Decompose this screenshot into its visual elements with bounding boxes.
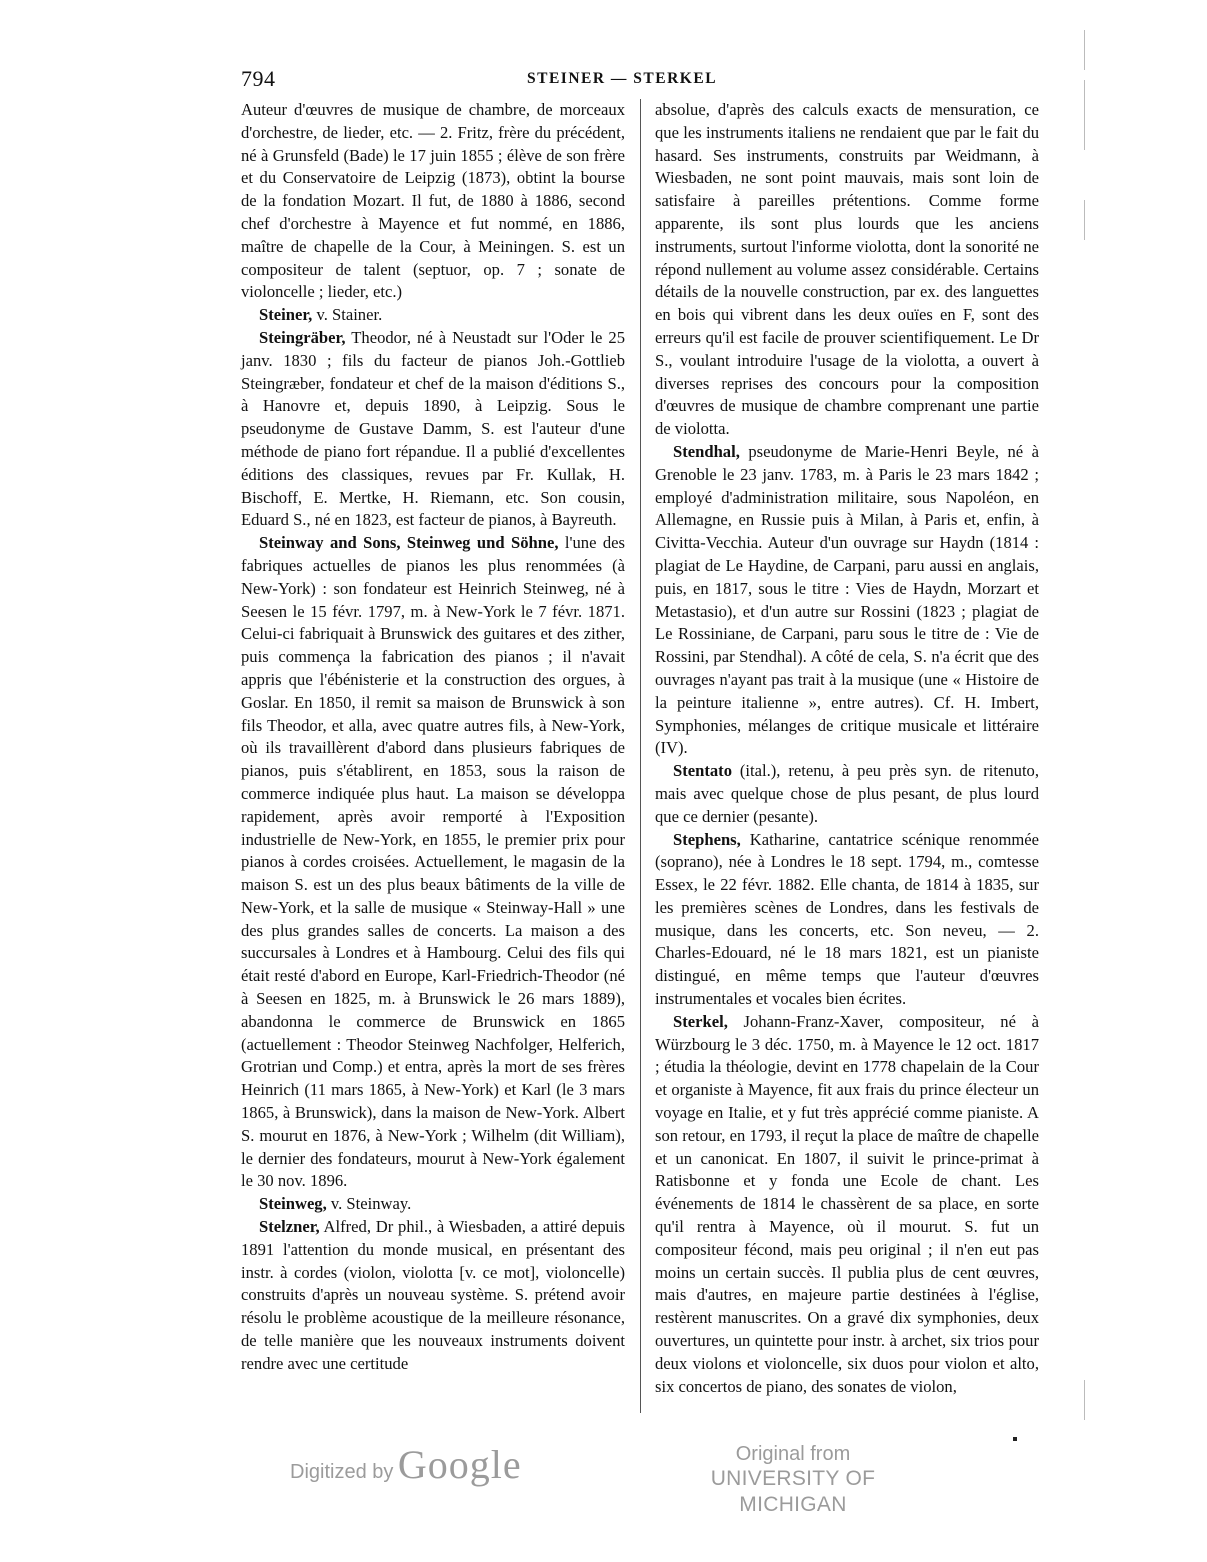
- entry-text: v. Steinway.: [326, 1194, 412, 1214]
- dictionary-entry: [655, 99, 1039, 441]
- university-text: UNIVERSITY OF MICHIGAN: [710, 1467, 876, 1516]
- entry-headword: Steinweg,: [259, 1194, 327, 1214]
- dictionary-entry: [655, 760, 1039, 828]
- dictionary-entry: [241, 532, 625, 1193]
- entry-headword: Steingräber,: [259, 327, 346, 347]
- digitized-by-text: Digitized by: [290, 1461, 394, 1483]
- entry-text: Katharine, cantatrice scénique renommée (soprano), née à Londres le 18 sept. 1794, m., comtesse Essex, le 22 févr. 1882. Elle chanta, de 1814 à 1835, sur les premières scènes de Londres, dans les festivals de musique, dans les concerts, etc. Son neveu, — 2. Charles-Edouard, né le 18 mars 1821, est un pianiste distingué, en même temps que l'auteur d'œuvres instrumentales et vocales bien écrites.: [655, 829, 1039, 1009]
- scan-edge-mark: [1084, 30, 1085, 70]
- entry-headword: Stentato: [673, 761, 732, 781]
- right-column: [655, 99, 1039, 1398]
- digitized-watermark: [290, 1441, 522, 1488]
- dictionary-entry: [241, 327, 625, 532]
- entry-text: v. Stainer.: [312, 305, 383, 325]
- dictionary-entry: [655, 441, 1039, 760]
- entry-text: Alfred, Dr phil., à Wiesbaden, a attiré depuis 1891 l'attention du monde musical, en présentant des instr. à cordes (violon, violotta [v. ce mot], violoncelle) construits d'après un nouveau système. S. prétend avoir résolu le problème acoustique de la meilleure résonance, de telle manière que les nouveaux instruments doivent rendre avec une certitude: [241, 1217, 625, 1373]
- entry-headword: Steiner,: [259, 305, 313, 325]
- entry-text: Johann-Franz-Xaver, compositeur, né à Würzbourg le 3 déc. 1750, m. à Mayence le 12 oct. 1817 ; étudia la théologie, devint en 1778 chapelain de la Cour et organiste à Mayence, fit aux frais du prince électeur un voyage en Italie, et y fut très apprécié comme pianiste. A son retour, en 1793, il reçut la place de maître de chapelle et un canonicat. En 1807, il suivit le prince-primat à Ratisbonne et y fonda une Ecole de chant. Les événements de 1814 le chassèrent de sa place, en sorte qu'il rentra à Mayence, où il mourut. S. fut un compositeur fécond, mais peu original ; il n'en eut pas moins un certain succès. Il publia plus de cent œuvres, mais d'autres, en majeure partie destinées à l'église, restèrent manuscrites. On a gravé dix symphonies, deux ouvertures, un quintette pour instr. à archet, six trios pour deux violons et violoncelle, six duos pour violon et alto, six concertos de piano, des sonates de violon,: [655, 1011, 1039, 1396]
- column-divider: [640, 99, 641, 1413]
- page-number: 794: [241, 66, 276, 91]
- scan-speck: [1013, 1437, 1017, 1441]
- dictionary-entry: [655, 1011, 1039, 1399]
- entry-text: Theodor, né à Neustadt sur l'Oder le 25 janv. 1830 ; fils du facteur de pianos Joh.-Gottlieb Steingræber, fondateur et chef de la maison d'éditions S., à Hanovre et, depuis 1890, à Leipzig. Sous le pseudonyme de Gustave Damm, S. est l'auteur d'une méthode de piano fort répandue. Il a publié d'excellentes éditions des classiques, revues par Fr. Kullak, H. Bischoff, E. Mertke, H. Riemann, etc. Son cousin, Eduard S., né en 1823, est facteur de pianos, à Bayreuth.: [241, 327, 625, 530]
- entry-headword: Steinway and Sons, Steinweg und Söhne,: [259, 533, 559, 553]
- scan-edge-mark: [1084, 1380, 1085, 1420]
- dictionary-entry: [241, 1216, 625, 1376]
- entry-text: l'une des fabriques actuelles de pianos les plus renommées (à New-York) : son fondateur est Heinrich Steinweg, né à Seesen le 15 févr. 1797, m. à New-York le 7 févr. 1871. Celui-ci fabriquait à Brunswick des guitares et des zither, puis commença la fabrication des pianos ; il n'avait appris que l'ébénisterie et la construction des orgues, à Goslar. En 1850, il remit sa maison de Brunswick à son fils Theodor, et alla, avec quatre autres fils, à New-York, où ils travaillèrent d'abord dans plusieurs fabriques de pianos, puis s'établirent, en 1853, sous la raison de commerce indiquée plus haut. La maison se développa rapidement, après avoir remporté à l'Exposition industrielle de New-York, en 1855, le premier prix pour pianos à cordes croisées. Actuellement, le magasin de la maison S. est un des plus beaux bâtiments de la ville de New-York, et la salle de musique « Steinway-Hall » une des plus grandes salles de concerts. La maison a des succursales à Londres et à Hambourg. Celui des fils qui était resté d'abord en Europe, Karl-Friedrich-Theodor (né à Seesen en 1825, m. à Brunswick le 26 mars 1889), abandonna le commerce de Brunswick en 1865 (actuellement : Theodor Steinweg Nachfolger, Helferich, Grotrian und Comp.) et entra, après la mort de ses frères Heinrich (11 mars 1865, à New-York) et Karl (le 3 mars 1865, à Brunswick), dans la maison de New-York. Albert S. mourut en 1876, à New-York ; Wilhelm (dit William), le dernier des fondateurs, mourut à New-York également le 30 nov. 1896.: [241, 533, 625, 1191]
- left-column: [241, 99, 625, 1376]
- dictionary-entry: [655, 829, 1039, 1011]
- scan-edge-mark: [1084, 200, 1085, 240]
- entry-text: absolue, d'après des calculs exacts de mensuration, ce que les instruments italiens ne rendaient que par le fait du hasard. Ses instruments, construits par Weidmann, à Wiesbaden, ne sont point mauvais, mais sont loin de satisfaire à pareilles prétentions. Comme forme apparente, ils sont plus lourds que les anciens instruments, surtout l'informe violotta, dont la sonorité ne répond nullement au volume assez considérable. Certains détails de la nouvelle construction, par ex. des languettes en bois qui vibrent dans les deux ouïes en F, sont des erreurs qu'il est facile de prouver scientifiquement. Le Dr S., voulant introduire l'usage de la violotta, a ouvert à diverses reprises des concours pour la composition d'œuvres de musique de chambre comprenant une partie de violotta.: [655, 100, 1039, 439]
- entry-text: Auteur d'œuvres de musique de chambre, de morceaux d'orchestre, de lieder, etc. — 2. Fritz, frère du précédent, né à Grunsfeld (Bade) le 17 juin 1855 ; élève de son frère et du Conservatoire de Leipzig (1873), obtint la bourse de la fondation Mozart. Il fut, de 1880 à 1886, second chef d'orchestre à Mayence et fut nommé, en 1886, maître de chapelle de la Cour, à Meiningen. S. est un compositeur de talent (septuor, op. 7 ; sonate de violoncelle ; lieder, etc.): [241, 100, 625, 302]
- dictionary-entry: [241, 304, 625, 327]
- google-logo: Google: [397, 1442, 522, 1487]
- entry-text: pseudonyme de Marie-Henri Beyle, né à Grenoble le 23 janv. 1783, m. à Paris le 23 mars 1842 ; employé d'administration militaire, sous Napoléon, en Allemagne, en Russie puis à Milan, à Paris et, enfin, à Civitta-Vecchia. Auteur d'un ouvrage sur Haydn (1814 : plagiat de Le Haydine, de Carpani, paru aussi en anglais, puis, en 1817, sous le titre : Vies de Haydn, Morzart et Metastasio), et d'un autre sur Rossini (1823 ; plagiat de Le Rossiniane, de Carpani, paru sous le titre de : Vie de Rossini, par Stendhal). A côté de cela, S. n'a écrit que des ouvrages n'ayant pas trait à la musique (une « Histoire de la peinture italienne », entre autres). Cf. H. Imbert, Symphonies, mélanges de critique musicale et littéraire (IV).: [655, 441, 1039, 758]
- entry-headword: Sterkel,: [673, 1011, 728, 1031]
- entry-headword: Stelzner,: [259, 1217, 320, 1237]
- scan-edge-mark: [1084, 80, 1085, 150]
- source-watermark: [668, 1442, 918, 1518]
- entry-headword: Stendhal,: [673, 441, 740, 461]
- entry-text: (ital.), retenu, à peu près syn. de ritenuto, mais avec quelque chose de plus pesant, de plus lourd que ce dernier (pesante).: [655, 761, 1039, 826]
- entry-headword: Stephens,: [673, 829, 741, 849]
- dictionary-entry: [241, 99, 625, 304]
- original-from-text: Original from: [735, 1443, 851, 1465]
- running-head: STEINER — STERKEL: [527, 70, 718, 87]
- dictionary-entry: [241, 1193, 625, 1216]
